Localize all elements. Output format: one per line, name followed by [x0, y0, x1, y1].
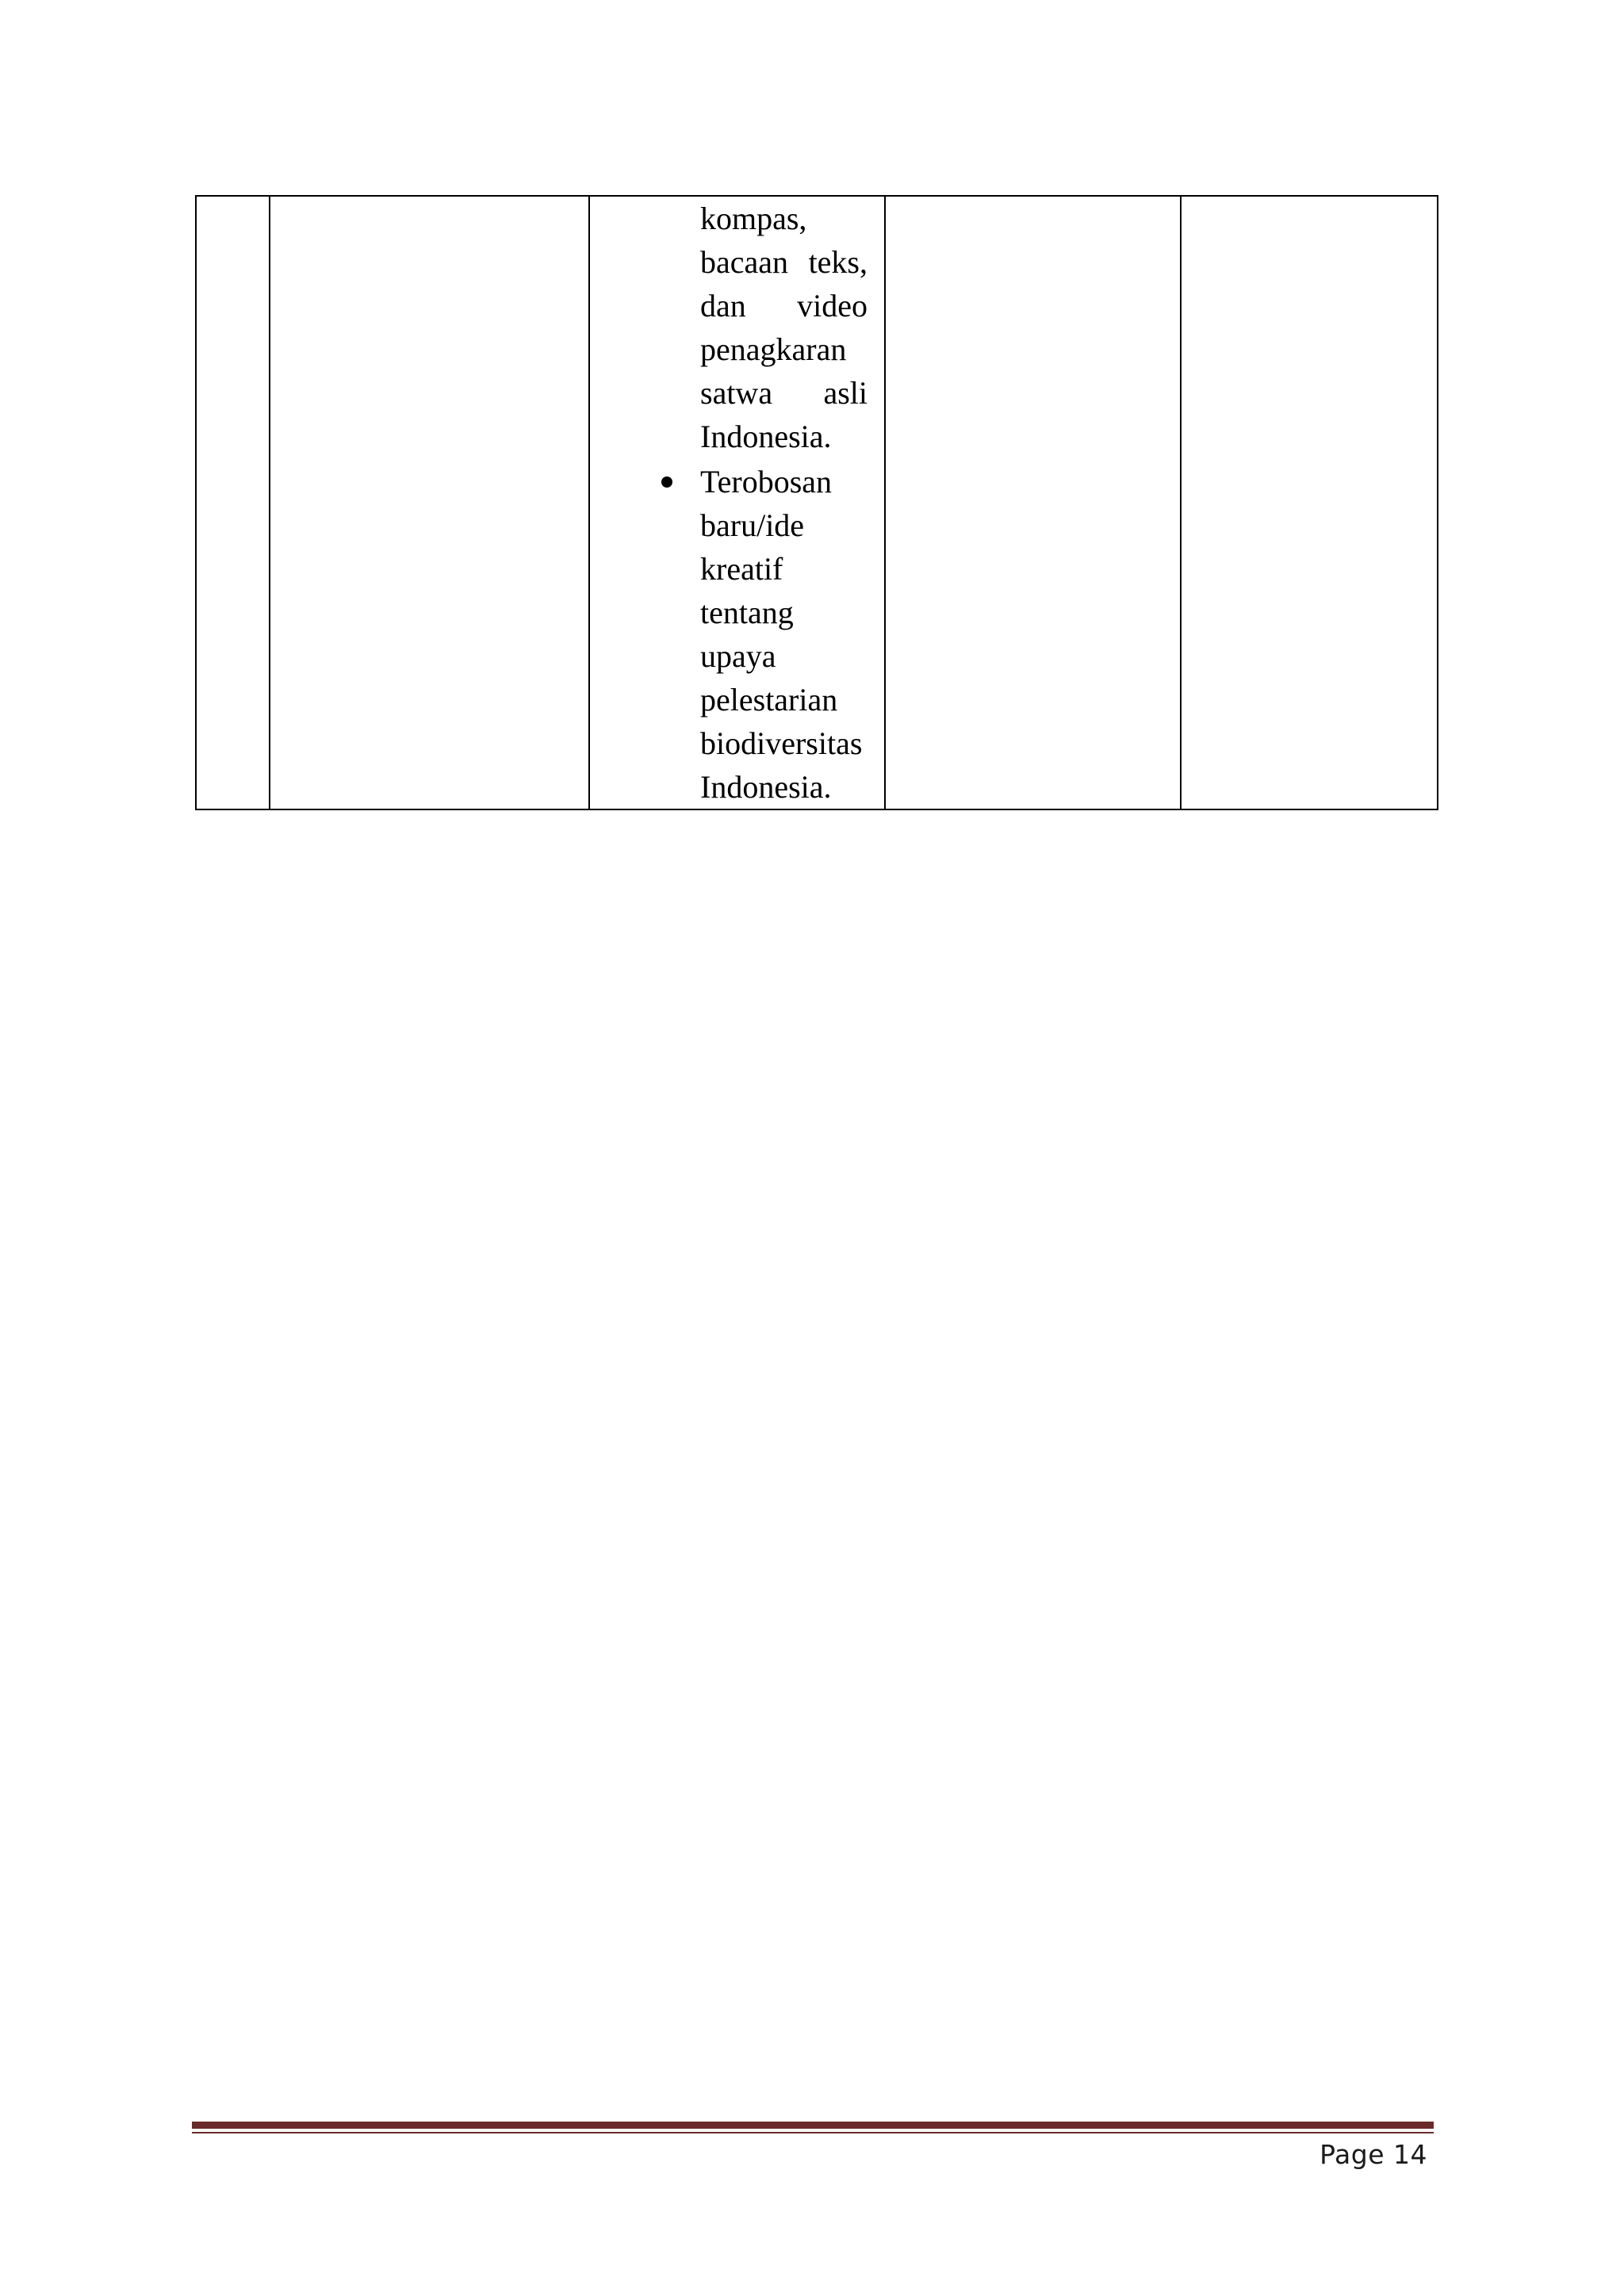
table-row: [196, 196, 1438, 809]
table-cell-column-4: [885, 196, 1181, 809]
text-line: biodiversitas: [700, 725, 863, 761]
text-line: tentang: [700, 595, 794, 630]
bullet-list: [700, 460, 868, 809]
footer-divider: [192, 2122, 1434, 2129]
bullet-text: [700, 460, 868, 809]
table-cell-number: [196, 196, 270, 809]
text-line: dan video: [700, 288, 868, 323]
text-line: kompas,: [700, 201, 807, 236]
bullet-icon: [661, 476, 672, 488]
text-line: Indonesia.: [700, 769, 832, 805]
text-line: Terobosan: [700, 464, 833, 499]
text-line: upaya: [700, 638, 776, 674]
text-line: penagkaran: [700, 331, 847, 367]
text-line: Indonesia.: [700, 419, 832, 454]
footer-divider-thin: [192, 2132, 1434, 2133]
cell-text-block: [590, 197, 884, 809]
table-cell-content: [589, 196, 885, 809]
text-line: bacaan teks,: [700, 244, 868, 280]
text-line: kreatif: [700, 551, 783, 587]
table-cell-column-5: [1181, 196, 1438, 809]
text-line: baru/ide: [700, 507, 805, 543]
table-cell-column-2: [270, 196, 589, 809]
page-number: Page 14: [1320, 2139, 1427, 2170]
text-line: satwa asli: [700, 375, 868, 411]
continued-text: [700, 197, 868, 458]
text-line: pelestarian: [700, 682, 838, 718]
bullet-item: [700, 460, 868, 809]
document-table: [195, 195, 1438, 810]
